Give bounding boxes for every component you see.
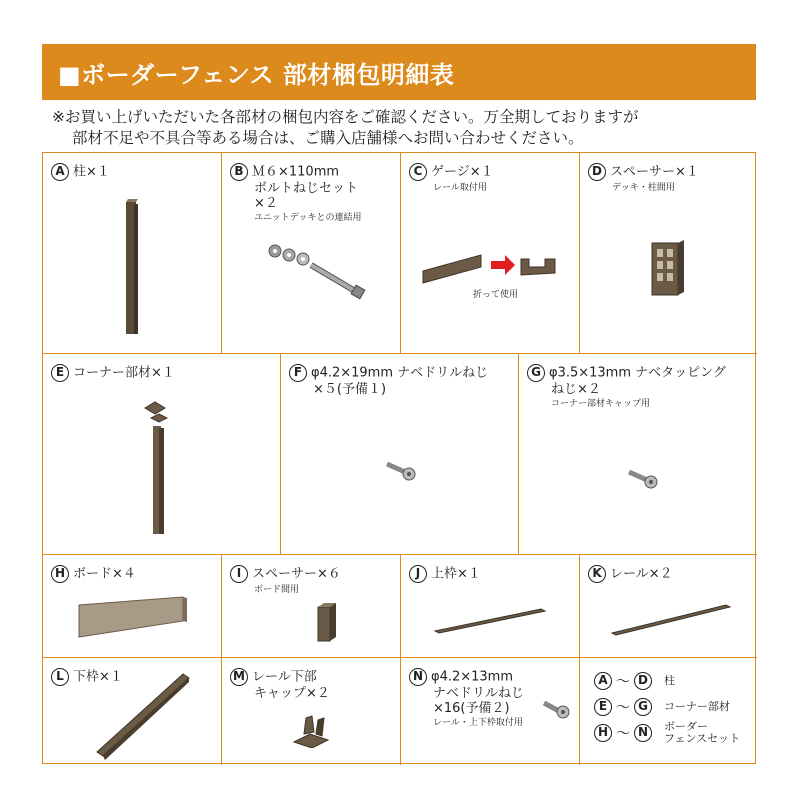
letter-n-icon: N: [409, 668, 427, 686]
letter-e-icon: E: [51, 364, 69, 382]
part-cell-c: [401, 153, 580, 354]
legend-row-fence-set: [594, 720, 754, 746]
legend-row-post: [594, 668, 754, 694]
part-e-title: コーナー部材×１: [73, 365, 175, 381]
part-cell-h: [43, 555, 222, 658]
legend-letter-e-icon: E: [594, 698, 612, 716]
part-n-title: φ4.2×13mm: [431, 669, 514, 685]
gauge-illustration: [421, 245, 561, 290]
part-g-title-2: ねじ×２: [551, 382, 601, 397]
letter-i-icon: I: [230, 565, 248, 583]
part-l-title: 下枠×１: [73, 669, 123, 685]
part-b-sub: ユニットデッキとの連結用: [254, 213, 362, 223]
part-c-title: ゲージ×１: [431, 164, 494, 180]
part-cell-e: [43, 354, 281, 555]
board-illustration: [75, 593, 195, 643]
letter-f-icon: F: [289, 364, 307, 382]
part-b-title: Ｍ６×110mm: [252, 164, 340, 180]
legend-letter-a-icon: A: [594, 672, 612, 690]
part-n-title-2: ナベドリルねじ: [433, 686, 525, 701]
letter-m-icon: M: [230, 668, 248, 686]
part-c-sub: レール取付用: [433, 183, 487, 193]
part-cell-d: [580, 153, 757, 354]
corner-piece-illustration: [141, 398, 181, 538]
part-a-title: 柱×１: [73, 164, 110, 180]
legend: [594, 668, 754, 746]
legend-tilde: ～: [616, 674, 630, 690]
rail-illustration: [608, 599, 734, 639]
legend-label-fence-set: [664, 721, 740, 745]
letter-j-icon: J: [409, 565, 427, 583]
part-n-sub: レール・上下枠取付用: [433, 718, 523, 728]
letter-h-icon: H: [51, 565, 69, 583]
bottom-frame-illustration: [93, 670, 193, 760]
legend-tilde: ～: [616, 700, 630, 716]
legend-label-corner: コーナー部材: [664, 700, 730, 713]
part-d-sub: デッキ・柱間用: [612, 183, 675, 193]
letter-g-icon: G: [527, 364, 545, 382]
drill-screw-illustration: [383, 458, 419, 484]
legend-tilde: ～: [616, 726, 630, 742]
part-i-sub: ボード間用: [254, 585, 300, 595]
letter-k-icon: K: [588, 565, 606, 583]
legend-letter-n-icon: N: [634, 724, 652, 742]
post-illustration: [123, 198, 143, 338]
notice-line-2: 部材不足や不具合等ある場合は、ご購入店舗様へお問い合わせください。: [72, 129, 584, 147]
part-cell-f: [281, 354, 519, 555]
part-m-title-2: キャップ×２: [254, 686, 330, 701]
part-g-title: φ3.5×13mm ナベタッピング: [549, 365, 726, 381]
part-cell-a: [43, 153, 222, 354]
notice-line-1: ※お買い上げいただいた各部材の梱包内容をご確認ください。万全期しておりますが: [52, 108, 639, 126]
rail-screw-illustration: [541, 698, 573, 722]
part-h-title: ボード×４: [73, 566, 136, 582]
part-cell-i: [222, 555, 401, 658]
legend-row-corner: [594, 694, 754, 720]
part-d-title: スペーサー×１: [610, 164, 699, 180]
legend-label-post: 柱: [664, 674, 675, 687]
part-cell-l: [43, 658, 222, 765]
tapping-screw-illustration: [625, 466, 661, 492]
part-f-title: φ4.2×19mm ナベドリルねじ: [311, 365, 489, 381]
letter-a-icon: A: [51, 163, 69, 181]
letter-l-icon: L: [51, 668, 69, 686]
notice-text: [52, 107, 772, 149]
letter-d-icon: D: [588, 163, 606, 181]
letter-c-icon: C: [409, 163, 427, 181]
part-b-title-3: ×２: [254, 196, 278, 211]
part-m-title: レール下部: [252, 669, 317, 685]
letter-b-icon: B: [230, 163, 248, 181]
part-k-title: レール×２: [610, 566, 673, 582]
part-f-title-2: ×５(予備１): [313, 382, 387, 397]
spacer-block-illustration: [648, 239, 688, 299]
part-b-title-2: ボルトねじセット: [254, 181, 359, 196]
gauge-note: 折って使用: [473, 290, 519, 300]
legend-label-fence-set-2: フェンスセット: [664, 732, 741, 745]
part-g-sub: コーナー部材キャップ用: [551, 399, 651, 409]
legend-letter-g-icon: G: [634, 698, 652, 716]
top-frame-illustration: [431, 603, 551, 637]
part-j-title: 上枠×１: [431, 566, 481, 582]
legend-letter-h-icon: H: [594, 724, 612, 742]
part-cell-g: [519, 354, 757, 555]
part-i-title: スペーサー×６: [252, 566, 341, 582]
board-spacer-illustration: [314, 601, 338, 645]
part-n-title-3: ×16(予備２): [433, 701, 510, 716]
part-cell-n: [401, 658, 580, 765]
parts-table: [42, 152, 756, 764]
part-cell-k: [580, 555, 757, 658]
part-cell-j: [401, 555, 580, 658]
page-title: ■ボーダーフェンス 部材梱包明細表: [42, 44, 756, 100]
bolt-set-illustration: [267, 241, 377, 311]
rail-cap-illustration: [288, 712, 338, 748]
legend-label-fence-set-1: ボーダー: [664, 720, 708, 733]
legend-cell: [580, 658, 757, 765]
legend-letter-d-icon: D: [634, 672, 652, 690]
part-cell-m: [222, 658, 401, 765]
part-cell-b: [222, 153, 401, 354]
